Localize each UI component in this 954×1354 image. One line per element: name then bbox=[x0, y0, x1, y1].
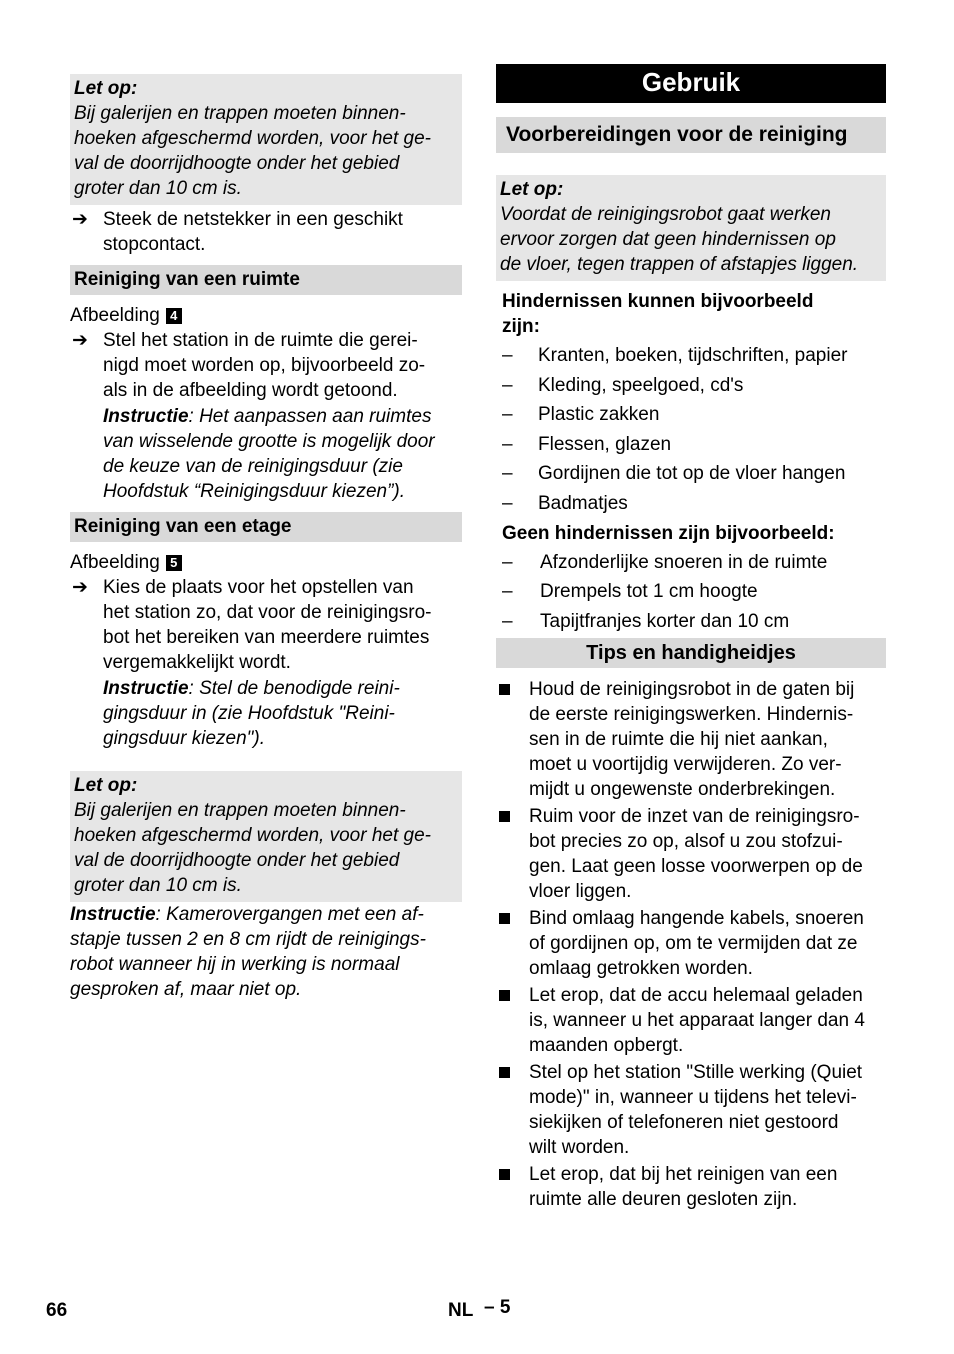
tip-item bbox=[496, 804, 886, 904]
tip-line: ruimte alle deuren gesloten zijn. bbox=[529, 1189, 798, 1211]
step-floor bbox=[70, 575, 462, 675]
page-number: 66 bbox=[46, 1300, 68, 1321]
instruction-line: : Kamerovergangen met een af- bbox=[155, 904, 424, 925]
caution-note bbox=[70, 771, 462, 902]
tip-line: Bind omlaag hangende kabels, snoeren bbox=[529, 908, 864, 930]
caution-note bbox=[496, 175, 886, 281]
tip-line: omlaag getrokken worden. bbox=[529, 958, 753, 980]
figure-reference bbox=[70, 303, 462, 328]
tip-line: Ruim voor de inzet van de reinigingsro- bbox=[529, 806, 860, 828]
tip-line: Stel op het station "Stille werking (Quiet bbox=[529, 1062, 863, 1084]
list-item-text: Drempels tot 1 cm hoogte bbox=[540, 581, 758, 603]
instruction-label: Instructie bbox=[103, 678, 189, 699]
list-item-text: Flessen, glazen bbox=[538, 433, 672, 455]
list-item-text: Tapijtfranjes korter dan 10 cm bbox=[540, 610, 790, 632]
instruction-line: stapje tussen 2 en 8 cm rijdt de reinigings- bbox=[70, 929, 426, 950]
list-item bbox=[496, 609, 886, 634]
tip-line: of gordijnen op, om te vermijden dat ze bbox=[529, 933, 858, 955]
list-item-text: Kleding, speelgoed, cd's bbox=[538, 374, 744, 396]
note-line: Bij galerijen en trappen moeten binnen- bbox=[74, 800, 406, 821]
instruction-line: : Het aanpassen aan ruimtes bbox=[188, 406, 432, 427]
instruction-line: van wisselende grootte is mogelijk door bbox=[103, 431, 435, 452]
tip-line: bot precies zo op, alsof u zou stofzui- bbox=[529, 831, 843, 853]
tip-line: siekijken of telefoneren niet gestoord bbox=[529, 1112, 839, 1134]
language-code: NL bbox=[448, 1300, 474, 1321]
list-item-text: Plastic zakken bbox=[538, 404, 660, 426]
instruction-line: de keuze van de reinigingsduur (zie bbox=[103, 456, 403, 477]
instruction-room bbox=[70, 404, 462, 504]
note-line: hoeken afgeschermd worden, voor het ge- bbox=[74, 128, 431, 149]
list-item-text: Gordijnen die tot op de vloer hangen bbox=[538, 463, 846, 485]
square-bullet-icon bbox=[499, 811, 510, 822]
section-heading-floor: Reiniging van een etage bbox=[70, 512, 462, 542]
list-item bbox=[496, 432, 886, 457]
tip-line: sen in de ruimte die hij niet aankan, bbox=[529, 729, 828, 751]
list-item-text: Badmatjes bbox=[538, 492, 628, 514]
figure-number-badge: 5 bbox=[166, 555, 182, 571]
section-heading-room: Reiniging van een ruimte bbox=[70, 265, 462, 295]
tip-item bbox=[496, 1162, 886, 1212]
square-bullet-icon bbox=[499, 1169, 510, 1180]
step-socket bbox=[70, 207, 462, 257]
tip-line: gen. Laat geen losse voorwerpen op de bbox=[529, 856, 863, 878]
note-line: groter dan 10 cm is. bbox=[74, 178, 242, 199]
tip-line: is, wanneer u het apparaat langer dan 4 bbox=[529, 1010, 865, 1032]
step-line: vergemakkelijkt wordt. bbox=[103, 652, 291, 673]
note-title: Let op: bbox=[74, 78, 138, 99]
step-room bbox=[70, 328, 462, 403]
tip-item bbox=[496, 906, 886, 981]
note-line: groter dan 10 cm is. bbox=[74, 875, 242, 896]
dash-bullet: – bbox=[502, 404, 513, 426]
step-line: als in de afbeelding wordt getoond. bbox=[103, 380, 398, 401]
note-line: Bij galerijen en trappen moeten binnen- bbox=[74, 103, 406, 124]
instruction-line: Hoofdstuk “Reinigingsduur kiezen”). bbox=[103, 481, 406, 502]
no-obstacles-list bbox=[496, 550, 886, 634]
section-heading-tips: Tips en handigheidjes bbox=[496, 638, 886, 668]
list-item bbox=[496, 373, 886, 398]
note-line: ervoor zorgen dat geen hindernissen op bbox=[500, 229, 836, 250]
obstacles-list bbox=[496, 343, 886, 516]
list-item bbox=[496, 550, 886, 575]
instruction-line: robot wanneer hij in werking is normaal bbox=[70, 954, 400, 975]
square-bullet-icon bbox=[499, 684, 510, 695]
tip-line: de eerste reinigingswerken. Hindernis- bbox=[529, 704, 854, 726]
instruction-line: gingsduur kiezen"). bbox=[103, 728, 266, 749]
tip-line: mode)" in, wanneer u tijdens het televi- bbox=[529, 1087, 857, 1109]
square-bullet-icon bbox=[499, 913, 510, 924]
dash-bullet: – bbox=[502, 433, 513, 455]
tip-line: vloer liggen. bbox=[529, 881, 632, 903]
square-bullet-icon bbox=[499, 990, 510, 1001]
step-line: Kies de plaats voor het opstellen van bbox=[103, 577, 414, 598]
step-line: Steek de netstekker in een geschikt bbox=[103, 209, 403, 230]
dash-bullet: – bbox=[502, 581, 513, 603]
step-line: nigd moet worden op, bijvoorbeeld zo- bbox=[103, 355, 426, 376]
heading-line: zijn: bbox=[502, 316, 540, 337]
no-obstacles-heading: Geen hindernissen zijn bijvoorbeeld: bbox=[502, 522, 835, 544]
right-column bbox=[496, 0, 886, 1214]
tip-line: Let erop, dat de accu helemaal geladen bbox=[529, 985, 863, 1007]
chapter-title: Gebruik bbox=[496, 64, 886, 103]
tip-item bbox=[496, 983, 886, 1058]
instruction-line: gesproken af, maar niet op. bbox=[70, 979, 302, 1000]
step-line: bot het bereiken van meerdere ruimtes bbox=[103, 627, 430, 648]
arrow-icon: ➔ bbox=[72, 577, 88, 598]
tip-line: mijdt u ongewenste onderbrekingen. bbox=[529, 779, 836, 801]
section-page-number: – 5 bbox=[484, 1297, 511, 1318]
note-line: val de doorrijdhoogte onder het gebied bbox=[74, 850, 400, 871]
instruction-floor bbox=[70, 676, 462, 751]
dash-bullet: – bbox=[502, 610, 513, 632]
step-line: stopcontact. bbox=[103, 234, 206, 255]
tip-line: wilt worden. bbox=[529, 1137, 630, 1159]
instruction-label: Instructie bbox=[103, 406, 189, 427]
tip-line: Houd de reinigingsrobot in de gaten bij bbox=[529, 679, 855, 701]
dash-bullet: – bbox=[502, 374, 513, 396]
instruction-line: : Stel de benodigde reini- bbox=[188, 678, 400, 699]
obstacles-heading bbox=[496, 289, 886, 339]
dash-bullet: – bbox=[502, 551, 513, 573]
heading-line: Hindernissen kunnen bijvoorbeeld bbox=[502, 291, 814, 312]
dash-bullet: – bbox=[502, 492, 513, 514]
square-bullet-icon bbox=[499, 1067, 510, 1078]
figure-number-badge: 4 bbox=[166, 308, 182, 324]
tip-line: Let erop, dat bij het reinigen van een bbox=[529, 1164, 838, 1186]
note-line: val de doorrijdhoogte onder het gebied bbox=[74, 153, 400, 174]
figure-label: Afbeelding bbox=[70, 305, 160, 326]
figure-reference bbox=[70, 550, 462, 575]
left-column bbox=[70, 0, 462, 1002]
tip-line: maanden opbergt. bbox=[529, 1035, 684, 1057]
instruction-line: gingsduur in (zie Hoofdstuk "Reini- bbox=[103, 703, 395, 724]
note-line: de vloer, tegen trappen of afstapjes liggen. bbox=[500, 254, 859, 275]
section-heading-preparation: Voorbereidingen voor de reiniging bbox=[496, 117, 886, 153]
list-item-text: Kranten, boeken, tijdschriften, papier bbox=[538, 345, 848, 366]
note-line: Voordat de reinigingsrobot gaat werken bbox=[500, 204, 831, 225]
dash-bullet: – bbox=[502, 463, 513, 485]
note-line: hoeken afgeschermd worden, voor het ge- bbox=[74, 825, 431, 846]
caution-note bbox=[70, 74, 462, 205]
note-title: Let op: bbox=[74, 775, 138, 796]
arrow-icon: ➔ bbox=[72, 209, 88, 230]
list-item bbox=[496, 343, 886, 368]
tip-item bbox=[496, 677, 886, 802]
list-item bbox=[496, 461, 886, 486]
list-item bbox=[496, 579, 886, 604]
tips-list bbox=[496, 677, 886, 1212]
list-item-text: Afzonderlijke snoeren in de ruimte bbox=[540, 551, 828, 573]
instruction-label: Instructie bbox=[70, 904, 156, 925]
step-line: het station zo, dat voor de reinigingsro- bbox=[103, 602, 432, 623]
tip-item bbox=[496, 1060, 886, 1160]
figure-label: Afbeelding bbox=[70, 552, 160, 573]
list-item bbox=[496, 402, 886, 427]
tip-line: moet u voortijdig verwijderen. Zo ver- bbox=[529, 754, 842, 776]
arrow-icon: ➔ bbox=[72, 330, 88, 351]
instruction-transitions bbox=[70, 902, 462, 1002]
list-item bbox=[496, 491, 886, 516]
dash-bullet: – bbox=[502, 345, 513, 366]
step-line: Stel het station in de ruimte die gerei- bbox=[103, 330, 418, 351]
note-title: Let op: bbox=[500, 179, 564, 200]
